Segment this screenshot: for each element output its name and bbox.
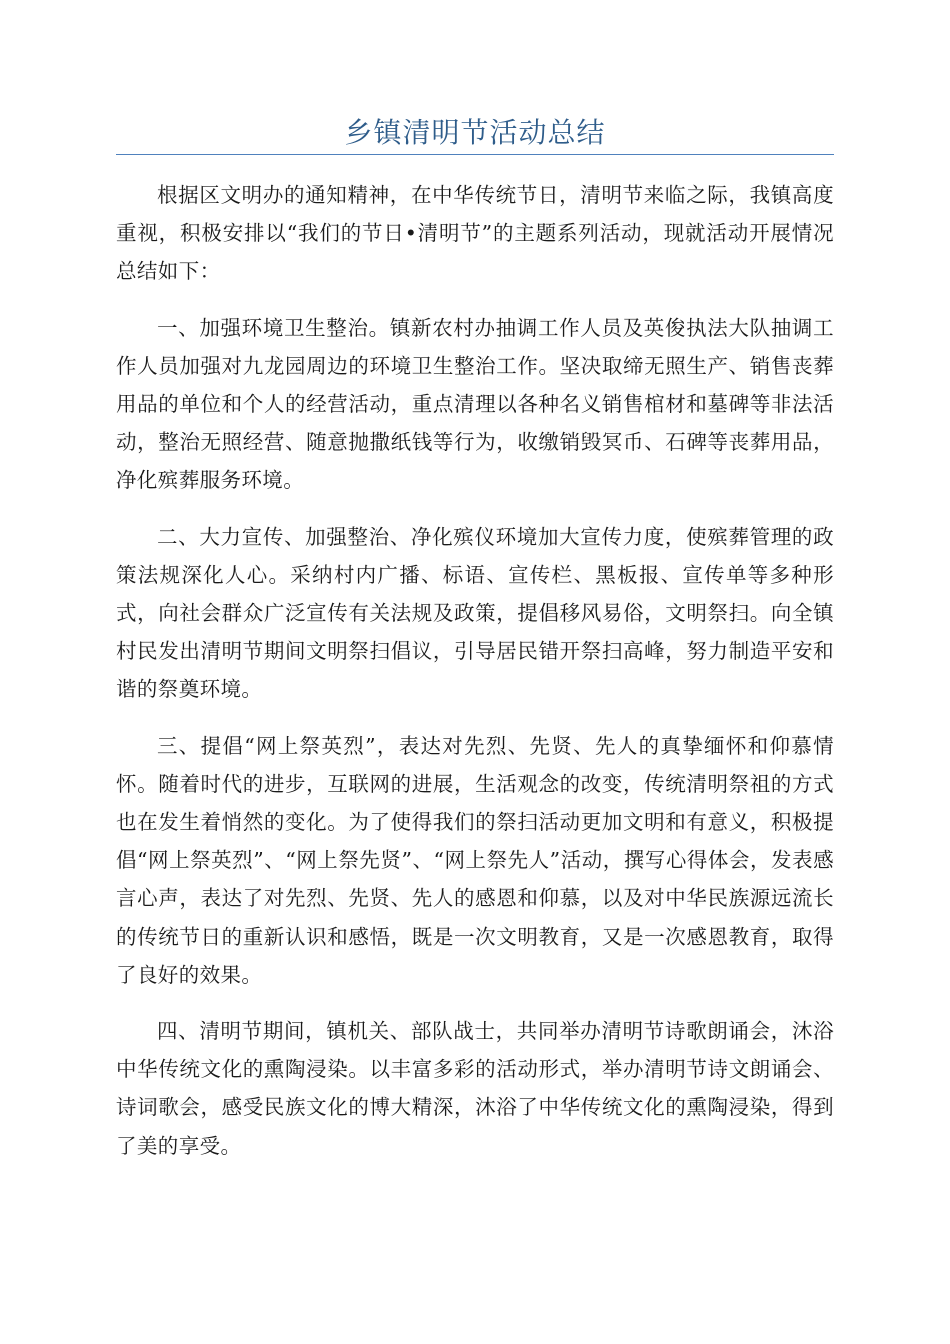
- paragraph-section-4: 四、清明节期间，镇机关、部队战士，共同举办清明节诗歌朗诵会，沐浴中华传统文化的熏陶浸染。以丰富多彩的活动形式，举办清明节诗文朗诵会、诗词歌会，感受民族文化的博大精深，沐浴了中华传统文化的熏陶浸染，得到了美的享受。: [116, 1019, 834, 1158]
- paragraph-section-3: 三、提倡“网上祭英烈”，表达对先烈、先贤、先人的真挚缅怀和仰慕情怀。随着时代的进步，互联网的进展，生活观念的改变，传统清明祭祖的方式也在发生着悄然的变化。为了使得我们的祭扫活动更加文明和有意义，积极提倡“网上祭英烈”、“网上祭先贤”、“网上祭先人”活动，撰写心得体会，发表感言心声，表达了对先烈、先贤、先人的感恩和仰慕，以及对中华民族源远流长的传统节日的重新认识和感悟，既是一次文明教育，又是一次感恩教育，取得了良好的效果。: [116, 733, 834, 987]
- paragraph-section-2: 二、大力宣传、加强整治、净化殡仪环境加大宣传力度，使殡葬管理的政策法规深化人心。采纳村内广播、标语、宣传栏、黑板报、宣传单等多种形式，向社会群众广泛宣传有关法规及政策，提倡移风易俗，文明祭扫。向全镇村民发出清明节期间文明祭扫倡议，引导居民错开祭扫高峰，努力制造平安和谐的祭奠环境。: [116, 524, 834, 702]
- title-underline: [116, 154, 834, 155]
- document-body: [116, 176, 834, 1183]
- document-title: 乡镇清明节活动总结: [344, 116, 606, 149]
- paragraph-section-1: 一、加强环境卫生整治。镇新农村办抽调工作人员及英俊执法大队抽调工作人员加强对九龙园周边的环境卫生整治工作。坚决取缔无照生产、销售丧葬用品的单位和个人的经营活动，重点清理以各种名义销售棺材和墓碑等非法活动，整治无照经营、随意抛撒纸钱等行为，收缴销毁冥币、石碑等丧葬用品，净化殡葬服务环境。: [116, 315, 834, 493]
- paragraph-intro: 根据区文明办的通知精神，在中华传统节日，清明节来临之际，我镇高度重视，积极安排以“我们的节日•清明节”的主题系列活动，现就活动开展情况总结如下：: [116, 183, 834, 284]
